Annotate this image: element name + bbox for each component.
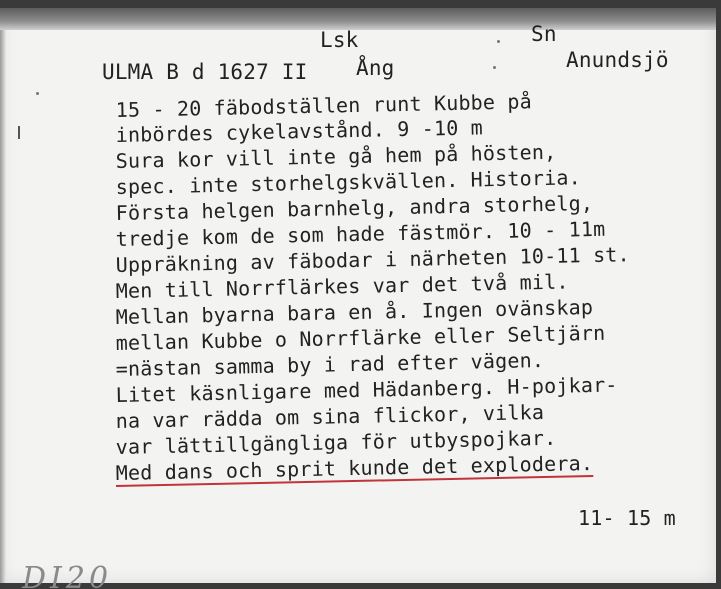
speck-mark (497, 40, 500, 43)
body-line: 15 - 20 fäbodställen runt Kubbe på (115, 89, 533, 122)
body-line: tredje kom de som hade fästmör. 10 - 11m (115, 216, 606, 251)
card-left-edge (0, 30, 6, 583)
body-line: Sura kor vill inte gå hem på hösten, (115, 139, 557, 173)
speck-mark (493, 66, 496, 69)
header-lsk-label: Lsk (320, 28, 359, 52)
header-lsk-value: Ång (356, 56, 395, 80)
body-line-underlined: Med dans och sprit kunde det explodera. (115, 451, 594, 485)
body-line: na var rädda om sina flickor, vilka (115, 400, 545, 433)
body-line: =nästan samma by i rad efter vägen. (115, 348, 545, 381)
header-sn-value: Anundsjö (566, 48, 669, 72)
footer-time: 11- 15 m (578, 506, 676, 530)
body-line: Mellan byarna bara en å. Ingen ovänskap (115, 295, 594, 329)
body-line: Men till Norrflärkes var det två mil. (115, 269, 569, 303)
body-line: Första helgen barnhelg, andra storhelg, (115, 191, 594, 225)
body-line: inbördes cykelavstånd. 9 -10 m (115, 115, 484, 147)
index-card (0, 8, 716, 589)
header-sn-label: Sn (531, 22, 557, 46)
margin-mark (18, 126, 20, 139)
body-line: spec. inte storhelgskvällen. Historia. (115, 165, 582, 199)
body-line: Litet käsnligare med Hädanberg. H-pojkar- (115, 372, 618, 407)
archive-reference: ULMA B d 1627 II (102, 60, 308, 84)
handwritten-pencil-note: DI20 (22, 561, 113, 589)
card-top-shadow-band (0, 8, 716, 30)
body-line: var lättillgängliga för utbyspojkar. (115, 425, 557, 459)
body-line: mellan Kubbe o Norrflärke eller Seltjärn (115, 320, 606, 355)
body-line: Uppräkning av fäbodar i närheten 10-11 st. (115, 242, 631, 277)
speck-mark (36, 92, 39, 95)
